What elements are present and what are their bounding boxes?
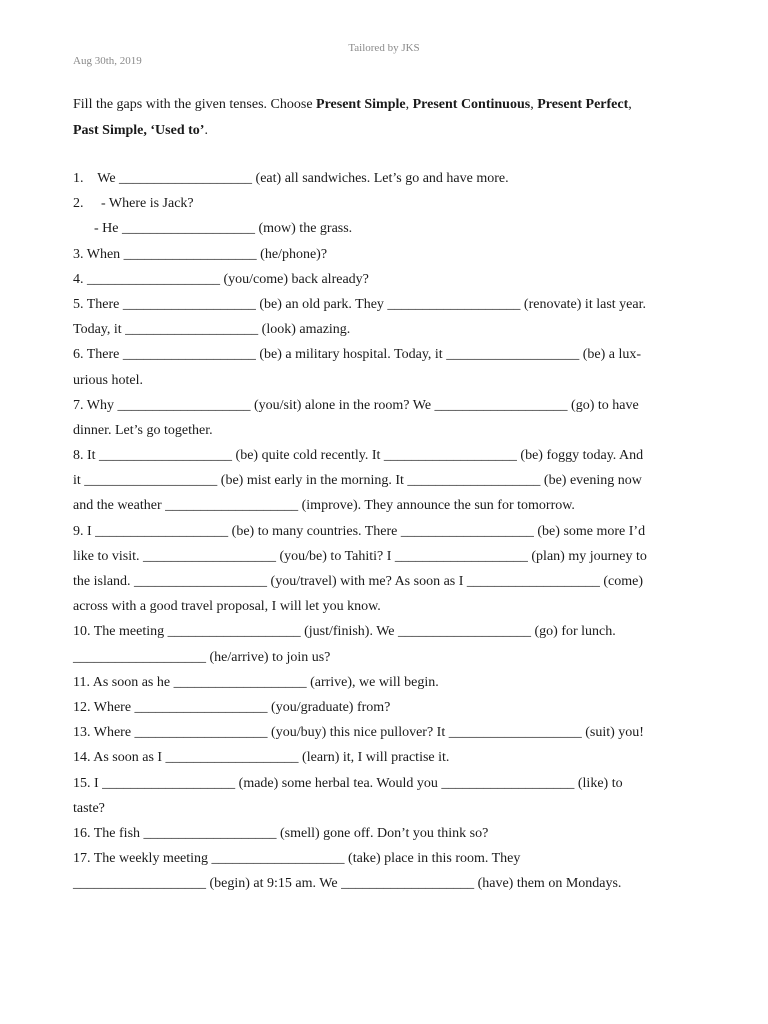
tense-present-continuous: Present Continuous (412, 97, 531, 112)
exercise-line: 4. ___________________ (you/come) back already? (73, 271, 369, 287)
exercise-line: 17. The weekly meeting ___________________ (take) place in this room. They (73, 851, 521, 867)
exercise-line: 16. The fish ___________________ (smell) gone off. Don’t you think so? (73, 825, 489, 841)
tense-present-simple: Present Simple (316, 97, 406, 112)
exercise-line: 7. Why ___________________ (you/sit) alone in the room? We ___________________ (go) to have (73, 397, 639, 413)
exercise-line: the island. ___________________ (you/travel) with me? As soon as I ___________________ (come) (73, 574, 644, 589)
exercise-line: taste? (73, 800, 105, 816)
exercise-line: 9. I ___________________ (be) to many countries. There ___________________ (be) some more I’d (73, 523, 646, 539)
exercise-line: 15. I ___________________ (made) some herbal tea. Would you ___________________ (like) to (73, 775, 623, 791)
header-tailored-by: Tailored by JKS (348, 42, 420, 54)
instructions (73, 92, 695, 144)
instructions-suffix: . (204, 123, 208, 138)
exercise-line: 11. As soon as he ___________________ (arrive), we will begin. (73, 674, 439, 690)
exercise-list (73, 166, 695, 896)
exercise-line: urious hotel. (73, 372, 143, 388)
exercise-line: 3. When ___________________ (he/phone)? (73, 246, 328, 262)
exercise-line: 13. Where ___________________ (you/buy) this nice pullover? It ___________________ (suit) you! (73, 725, 644, 741)
document-date: Aug 30th, 2019 (73, 55, 142, 67)
exercise-line: dinner. Let’s go together. (73, 422, 213, 438)
exercise-line: 5. There ___________________ (be) an old park. They ___________________ (renovate) it last year. (73, 296, 646, 312)
instructions-separator: , (530, 97, 538, 112)
exercise-line: 8. It ___________________ (be) quite cold recently. It ___________________ (be) foggy today. And (73, 448, 644, 464)
tense-present-perfect: Present Perfect (537, 97, 629, 112)
exercise-line: like to visit. ___________________ (you/be) to Tahiti? I ___________________ (plan) my journey to (73, 548, 647, 564)
instructions-separator: , (405, 97, 413, 112)
exercise-line: - He ___________________ (mow) the grass. (73, 221, 353, 237)
instructions-prefix: Fill the gaps with the given tenses. Choose (73, 97, 317, 112)
instructions-separator: , (628, 97, 632, 112)
exercise-line: across with a good travel proposal, I will let you know. (73, 599, 381, 615)
exercise-line: Today, it ___________________ (look) amazing. (73, 322, 351, 338)
exercise-line: and the weather ___________________ (improve). They announce the sun for tomorrow. (73, 498, 575, 514)
exercise-line: ___________________ (he/arrive) to join us? (73, 649, 331, 665)
exercise-line: 10. The meeting ___________________ (just/finish). We ___________________ (go) for lunch. (73, 624, 616, 640)
exercise-line: 12. Where ___________________ (you/graduate) from? (73, 699, 391, 715)
exercise-line: 6. There ___________________ (be) a military hospital. Today, it ___________________ (be) a lux- (73, 347, 642, 363)
exercise-line: ___________________ (begin) at 9:15 am. We ___________________ (have) them on Mondays. (73, 876, 622, 892)
exercise-line: 2. - Where is Jack? (73, 196, 194, 212)
tense-past-simple-used-to: Past Simple, ‘Used to’ (73, 123, 205, 138)
exercise-line: 14. As soon as I ___________________ (learn) it, I will practise it. (73, 750, 450, 766)
exercise-line: it ___________________ (be) mist early in the morning. It ___________________ (be) evening now (73, 473, 642, 489)
exercise-line: 1. We ___________________ (eat) all sandwiches. Let’s go and have more. (73, 171, 509, 186)
